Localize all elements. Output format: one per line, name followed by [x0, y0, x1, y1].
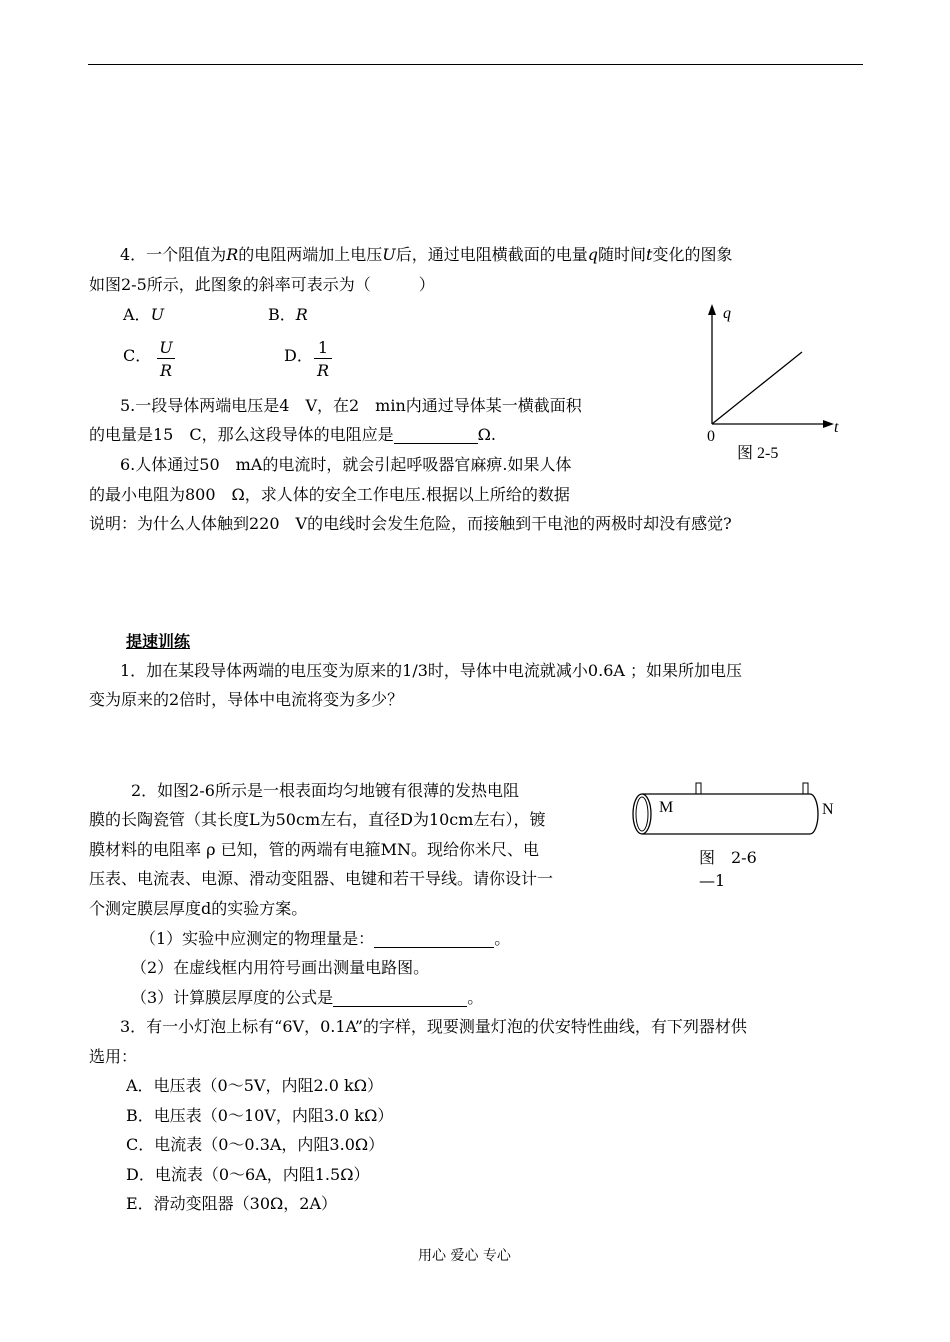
p1-line2: 变为原来的2倍时，导体中电流将变为多少？	[89, 690, 404, 709]
fig26-caption-1: 图 2-6	[699, 848, 757, 867]
p2-text: 。	[494, 929, 511, 948]
fraction-numerator: U	[159, 338, 173, 357]
terminal-m	[696, 783, 701, 795]
fig25-caption: 图 2-5	[737, 445, 779, 462]
q6-line2: 的最小电阻为800 Ω，求人体的安全工作电压.根据以上所给的数据	[89, 485, 570, 504]
q4-option-d-label: D．	[284, 346, 313, 365]
option-value: R	[295, 305, 308, 324]
answer-blank	[333, 990, 467, 1007]
p2-line1: 2．如图2-6所示是一根表面均匀地镀有很薄的发热电阻	[131, 781, 519, 800]
q4-line1	[120, 247, 732, 263]
fig26-label-n: N	[822, 801, 834, 818]
p3-item-b: B．电压表（0～10V，内阻3.0 kΩ）	[126, 1106, 394, 1125]
answer-blank	[374, 931, 494, 948]
fig25-y-label: q	[723, 305, 731, 322]
p3-line1: 3．有一小灯泡上标有“6V，0.1A”的字样，现要测量灯泡的伏安特性曲线，有下列器材供	[120, 1017, 747, 1036]
q4-option-b	[268, 307, 308, 323]
q6-line1: 6.人体通过50 mA的电流时，就会引起呼吸器官麻痹.如果人体	[120, 455, 572, 474]
p2-sub1	[140, 931, 510, 948]
q5-line1: 5.一段导体两端电压是4 V，在2 min内通过导体某一横截面积	[120, 396, 582, 415]
fraction-denominator: R	[159, 361, 173, 380]
p2-text: （3）计算膜层厚度的公式是	[131, 988, 334, 1007]
q-t-line	[712, 352, 802, 424]
q4-text: 后，通过电阻横截面的电量	[395, 245, 588, 264]
page-footer: 用心 爱心 专心	[418, 1248, 511, 1264]
p3-item-e: E．滑动变阻器（30Ω，2A）	[126, 1194, 338, 1213]
q4-text: 变化的图象	[652, 245, 733, 264]
terminal-n	[803, 783, 808, 795]
p3-item-c: C．电流表（0～0.3A，内阻3.0Ω）	[126, 1135, 385, 1154]
figure-2-6-tube	[628, 778, 828, 840]
fraction-bar	[157, 358, 175, 359]
p2-text: （1）实验中应测定的物理量是：	[140, 929, 375, 948]
q4-option-c-label: C．	[123, 346, 152, 365]
q4-var-t: t	[646, 245, 653, 264]
fig25-origin-label: 0	[707, 428, 715, 445]
q4-text: 随时间	[598, 245, 647, 264]
p2-sub2: （2）在虚线框内用符号画出测量电路图。	[131, 958, 430, 977]
option-value: U	[150, 305, 165, 324]
t-axis-arrow	[823, 420, 834, 428]
option-label: B．	[268, 305, 296, 324]
answer-blank	[394, 427, 478, 444]
p3-item-d: D．电流表（0～6A，内阻1.5Ω）	[126, 1165, 370, 1184]
p2-line2: 膜的长陶瓷管（其长度L为50cm左右，直径D为10cm左右），镀	[89, 810, 546, 829]
q4-var-U: U	[382, 245, 396, 264]
fraction-numerator: 1	[317, 338, 329, 357]
q-axis-arrow	[708, 304, 716, 315]
fig26-caption-2: —1	[699, 871, 726, 890]
q5-line2	[89, 427, 496, 444]
q4-line2: 如图2-5所示，此图象的斜率可表示为（ ）	[89, 275, 435, 294]
q5-text: Ω.	[477, 425, 496, 444]
option-label: A．	[123, 305, 151, 324]
p2-line4: 压表、电流表、电源、滑动变阻器、电键和若干导线。请你设计一	[89, 869, 554, 888]
q4-option-c-fraction	[155, 338, 177, 381]
q6-line3: 说明：为什么人体触到220 V的电线时会发生危险，而接触到干电池的两极时却没有感觉?	[89, 514, 732, 533]
q4-option-a	[123, 307, 164, 323]
q4-text: 4．一个阻值为	[120, 245, 227, 264]
p3-line2: 选用：	[89, 1047, 138, 1066]
p2-text: 。	[467, 988, 484, 1007]
section-title: 提速训练	[126, 632, 191, 651]
header-rule	[88, 64, 863, 65]
p2-sub3	[131, 990, 483, 1007]
q4-option-d-fraction	[312, 338, 334, 381]
p2-line3: 膜材料的电阻率 ρ 已知，管的两端有电箍MN。现给你米尺、电	[89, 840, 539, 859]
q4-var-q: q	[587, 245, 598, 264]
fraction-denominator: R	[316, 361, 330, 380]
fig25-x-label: t	[834, 419, 839, 436]
fraction-bar	[314, 358, 332, 359]
p2-line5: 个测定膜层厚度d的实验方案。	[89, 899, 308, 918]
q5-text: 的电量是15 C，那么这段导体的电阻应是	[89, 425, 394, 444]
q4-var-R: R	[226, 245, 239, 264]
p3-item-a: A．电压表（0～5V，内阻2.0 kΩ）	[126, 1076, 383, 1095]
q4-text: 的电阻两端加上电压	[238, 245, 383, 264]
p1-line1: 1．加在某段导体两端的电压变为原来的1/3时，导体中电流就减小0.6A ；如果所加电压	[120, 661, 743, 680]
fig26-label-m: M	[659, 799, 674, 816]
